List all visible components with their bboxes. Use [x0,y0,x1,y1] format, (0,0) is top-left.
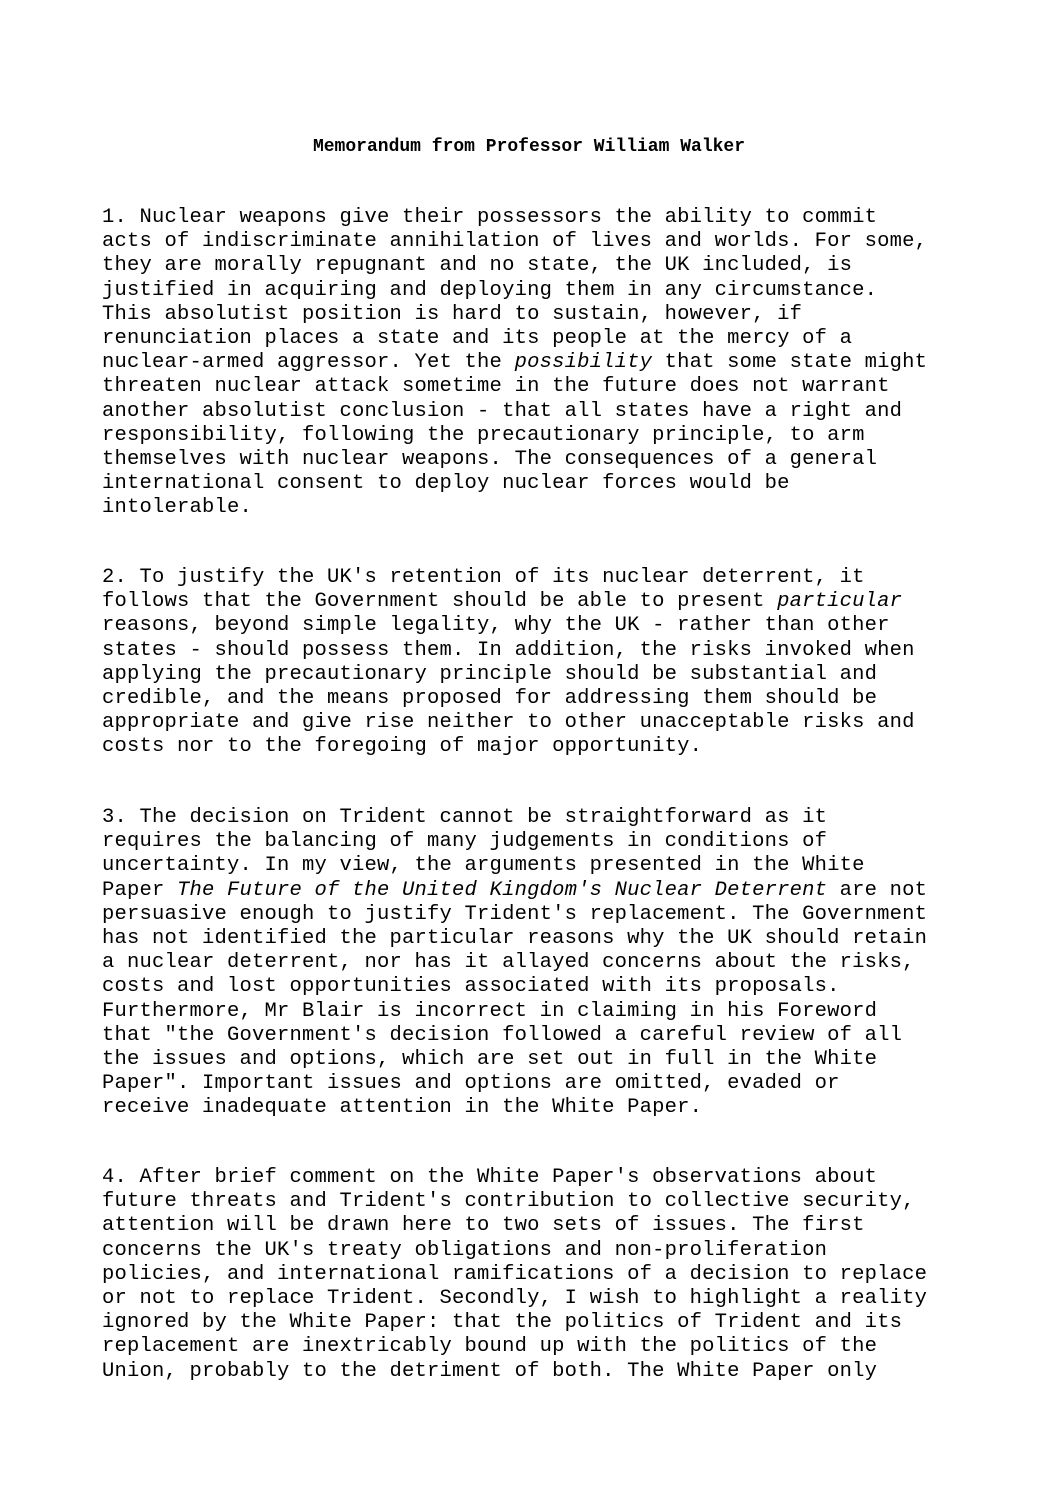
line-text: a nuclear deterrent, nor has it allayed concerns about the risks, [102,951,915,975]
line-text: ignored by the White Paper: that the politics of Trident and its [102,1311,903,1335]
paragraph-line [102,566,982,590]
paragraph-line [102,687,982,711]
paragraph-line [102,351,982,375]
line-text: costs and lost opportunities associated with its proposals. [102,975,840,999]
line-text: or not to replace Trident. Secondly, I wish to highlight a reality [102,1286,928,1310]
paragraph-line [102,1000,982,1024]
line-text: justified in acquiring and deploying them in any circumstance. [102,278,878,302]
paragraph-line [102,879,982,903]
paragraph-line [102,806,982,830]
paragraph-line [102,1239,982,1263]
line-text: Paper". Important issues and options are omitted, evaded or [102,1072,840,1096]
paragraph-2 [102,566,982,760]
paragraph-line [102,830,982,854]
line-text: 4. After brief comment on the White Paper's observations about [102,1166,878,1189]
paragraph-line [102,1360,982,1384]
line-text: follows that the Government should be able to present [102,590,778,614]
paragraph-line [102,254,982,278]
line-text: persuasive enough to justify Trident's replacement. The Government [102,902,928,926]
paragraph-line [102,614,982,638]
line-text: receive inadequate attention in the White Paper. [102,1096,703,1120]
paragraph-line [102,927,982,951]
line-text: are not [827,878,928,902]
italic-text: The Future of the United Kingdom's Nuclear Deterrent [177,878,828,902]
line-text: themselves with nuclear weapons. The consequences of a general [102,447,878,471]
paragraph-line [102,400,982,424]
paragraph-line [102,975,982,999]
memorandum-title: Memorandum from Professor William Walker [312,137,746,157]
paragraph-line [102,590,982,614]
paragraph-line [102,303,982,327]
line-text: 3. The decision on Trident cannot be straightforward as it [102,806,828,829]
line-text: 2. To justify the UK's retention of its nuclear deterrent, it [102,566,865,589]
line-text: Furthermore, Mr Blair is incorrect in claiming in his Foreword [102,999,878,1023]
paragraph-line [102,1024,982,1048]
paragraph-line [102,1214,982,1238]
line-text: concerns the UK's treaty obligations and non-proliferation [102,1238,828,1262]
paragraph-line [102,639,982,663]
italic-text: possibility [514,351,653,375]
paragraph-1 [102,206,982,520]
line-text: Union, probably to the detriment of both. The White Paper only [102,1359,878,1383]
line-text: nuclear-armed aggressor. Yet the [102,351,515,375]
paragraph-line [102,1072,982,1096]
line-text: applying the precautionary principle should be substantial and [102,662,878,686]
line-text: Paper [102,878,178,902]
paragraph-line [102,1048,982,1072]
line-text: that "the Government's decision followed a careful review of all [102,1023,903,1047]
paragraph-4 [102,1166,982,1384]
line-text: This absolutist position is hard to sustain, however, if [102,302,803,326]
paragraph-3 [102,806,982,1120]
line-text: renunciation places a state and its people at the mercy of a [102,326,853,350]
paragraph-line [102,1311,982,1335]
paragraph-line [102,735,982,759]
paragraph-line [102,854,982,878]
paragraph-line [102,1166,982,1190]
line-text: 1. Nuclear weapons give their possessors the ability to commit [102,206,878,229]
paragraph-line [102,230,982,254]
line-text: uncertainty. In my view, the arguments presented in the White [102,854,865,878]
line-text: appropriate and give rise neither to other unacceptable risks and [102,711,915,735]
paragraph-line [102,1335,982,1359]
line-text: intolerable. [102,496,253,520]
paragraph-line [102,448,982,472]
line-text: replacement are inextricably bound up with the politics of the [102,1335,878,1359]
line-text: attention will be drawn here to two sets of issues. The first [102,1214,865,1238]
line-text: states - should possess them. In addition, the risks invoked when [102,638,915,662]
paragraph-line [102,206,982,230]
paragraph-line [102,424,982,448]
paragraph-line [102,1287,982,1311]
line-text: that some state might [652,351,928,375]
paragraph-line [102,496,982,520]
line-text: has not identified the particular reasons why the UK should retain [102,926,928,950]
paragraph-line [102,1263,982,1287]
paragraph-line [102,951,982,975]
paragraph-line [102,472,982,496]
paragraph-line [102,663,982,687]
line-text: they are morally repugnant and no state, the UK included, is [102,254,853,278]
paragraph-line [102,327,982,351]
paragraph-line [102,279,982,303]
italic-text: particular [777,590,903,614]
line-text: threaten nuclear attack sometime in the future does not warrant [102,375,890,399]
paragraph-line [102,1096,982,1120]
line-text: international consent to deploy nuclear forces would be [102,472,790,496]
line-text: policies, and international ramifications of a decision to replace [102,1262,928,1286]
line-text: requires the balancing of many judgements in conditions of [102,830,828,854]
line-text: another absolutist conclusion - that all states have a right and [102,399,903,423]
paragraph-line [102,711,982,735]
line-text: responsibility, following the precautionary principle, to arm [102,423,865,447]
paragraph-line [102,375,982,399]
line-text: the issues and options, which are set out in full in the White [102,1047,878,1071]
line-text: costs nor to the foregoing of major opportunity. [102,735,703,759]
line-text: future threats and Trident's contribution to collective security, [102,1190,915,1214]
line-text: reasons, beyond simple legality, why the UK - rather than other [102,614,890,638]
line-text: credible, and the means proposed for addressing them should be [102,686,878,710]
paragraph-line [102,1190,982,1214]
paragraph-line [102,903,982,927]
line-text: acts of indiscriminate annihilation of lives and worlds. For some, [102,230,928,254]
